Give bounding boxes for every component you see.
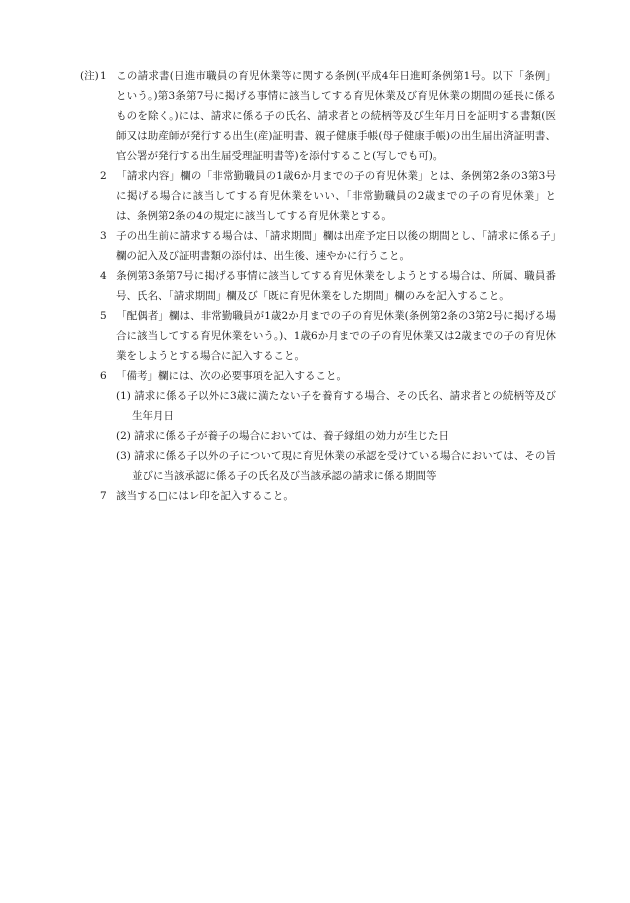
subnote-number: (1) — [116, 390, 131, 402]
note-text: この請求書(日進市職員の育児休業等に関する条例(平成4年日進町条例第1号。以下「条例」という。)第3条第7号に掲げる事情に該当してする育児休業及び育児休業の期間の延長に係るものを除く。)には、請求に係る子の氏名、請求者との続柄等及び生年月日を証明する書類(医師又は助産師が発行する出生(産)証明書、親子健康手帳(母子健康手帳)の出生届出済証明書、官公署が発行する出生届受理証明書等)を添付すること(写しでも可)。 — [116, 70, 556, 162]
note-item-5 — [80, 306, 556, 366]
note-item-1 — [80, 66, 556, 166]
note-text: 該当する□にはレ印を記入すること。 — [116, 490, 294, 502]
note-number: 1 — [100, 70, 107, 82]
note-number: 5 — [100, 310, 107, 322]
note-item-3 — [80, 226, 556, 266]
notes-section — [80, 66, 556, 506]
subnote-item-2 — [80, 426, 556, 446]
subnote-text: 請求に係る子以外の子について現に育児休業の承認を受けている場合においては、その旨並びに当該承認に係る子の氏名及び当該承認の請求に係る期間等 — [132, 450, 556, 482]
note-text: 条例第3条第7号に掲げる事情に該当してする育児休業をしようとする場合は、所属、職員番号、氏名、「請求期間」欄及び「既に育児休業をした期間」欄のみを記入すること。 — [116, 270, 556, 302]
subnote-item-1 — [80, 386, 556, 426]
note-item-4 — [80, 266, 556, 306]
note-number: 7 — [100, 490, 107, 502]
note-number: 2 — [100, 170, 107, 182]
note-text: 子の出生前に請求する場合は、「請求期間」欄は出産予定日以後の期間とし、「請求に係る子」欄の記入及び証明書類の添付は、出生後、速やかに行うこと。 — [116, 230, 556, 262]
note-number: 3 — [100, 230, 107, 242]
subnote-text: 請求に係る子以外に3歳に満たない子を養育する場合、その氏名、請求者との続柄等及び生年月日 — [132, 390, 556, 422]
subnote-item-3 — [80, 446, 556, 486]
note-item-6 — [80, 366, 556, 386]
subnote-number: (2) — [116, 430, 131, 442]
subnote-number: (3) — [116, 450, 131, 462]
note-text: 「配偶者」欄は、非常勤職員が1歳2か月までの子の育児休業(条例第2条の3第2号に掲げる場合に該当してする育児休業をいう。)、1歳6か月までの子の育児休業又は2歳までの子の育児休業をしようとする場合に記入すること。 — [116, 310, 556, 362]
notes-prefix: (注) — [80, 70, 99, 82]
subnote-text: 請求に係る子が養子の場合においては、養子縁組の効力が生じた日 — [134, 430, 449, 442]
note-text: 「備考」欄には、次の必要事項を記入すること。 — [116, 370, 347, 382]
note-item-2 — [80, 166, 556, 226]
note-number: 4 — [100, 270, 107, 282]
note-number: 6 — [100, 370, 107, 382]
note-item-7 — [80, 486, 556, 506]
note-text: 「請求内容」欄の「非常勤職員の1歳6か月までの子の育児休業」とは、条例第2条の3第3号に掲げる場合に該当してする育児休業をいい、「非常勤職員の2歳までの子の育児休業」とは、条例第2条の4の規定に該当してする育児休業とする。 — [116, 170, 556, 222]
